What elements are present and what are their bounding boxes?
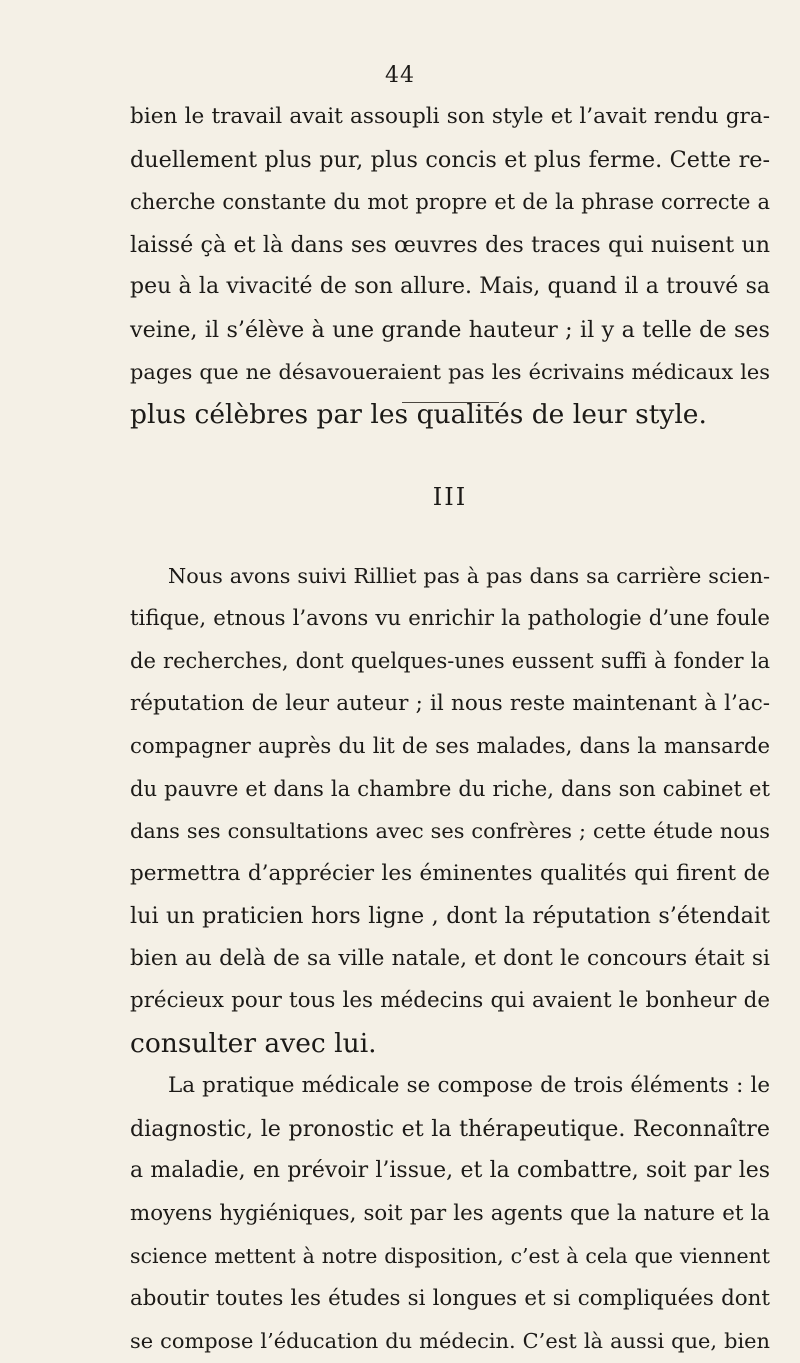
paragraph-3 bbox=[130, 1065, 770, 1363]
text-line: diagnostic, le pronostic et la thérapeutique. Reconnaître bbox=[130, 1115, 770, 1142]
section-divider bbox=[402, 402, 499, 403]
section-heading: III bbox=[432, 483, 468, 511]
text-line: permettra d’apprécier les éminentes qualités qui firent de bbox=[130, 860, 770, 886]
text-line: La pratique médicale se compose de trois éléments : le bbox=[168, 1073, 770, 1098]
text-line: a maladie, en prévoir l’issue, et la combattre, soit par les bbox=[130, 1158, 770, 1183]
text-line: veine, il s’élève à une grande hauteur ; il y a telle de ses bbox=[130, 316, 770, 343]
paragraph-1 bbox=[130, 96, 770, 436]
text-line: cherche constante du mot propre et de la phrase correcte a bbox=[130, 190, 770, 214]
text-line: pages que ne désavoueraient pas les écrivains médicaux les bbox=[130, 360, 770, 384]
text-line: consulter avec lui. bbox=[130, 1027, 377, 1059]
text-line: bien le travail avait assoupli son style et l’avait rendu gra- bbox=[130, 104, 770, 129]
text-line: laissé çà et là dans ses œuvres des traces qui nuisent un bbox=[130, 231, 770, 258]
text-line: du pauvre et dans la chambre du riche, dans son cabinet et bbox=[130, 775, 770, 801]
text-line: aboutir toutes les études si longues et si compliquées dont bbox=[130, 1285, 770, 1311]
text-line: moyens hygiéniques, soit par les agents que la nature et la bbox=[130, 1200, 770, 1226]
text-line: duellement plus pur, plus concis et plus ferme. Cette re- bbox=[130, 146, 770, 173]
text-line: bien au delà de sa ville natale, et dont le concours était si bbox=[130, 945, 770, 971]
page-number: 44 bbox=[385, 63, 415, 88]
paragraph-2 bbox=[130, 555, 770, 1065]
text-line: se compose l’éducation du médecin. C’est là aussi que, bien bbox=[130, 1329, 770, 1353]
text-line: de recherches, dont quelques-unes eussent suffi à fonder la bbox=[130, 648, 770, 673]
text-line: compagner auprès du lit de ses malades, dans la mansarde bbox=[130, 733, 770, 758]
text-line: peu à la vivacité de son allure. Mais, quand il a trouvé sa bbox=[130, 274, 770, 299]
text-line: plus célèbres par les qualités de leur style. bbox=[130, 398, 707, 430]
text-line: précieux pour tous les médecins qui avaient le bonheur de bbox=[130, 988, 770, 1013]
text-line: dans ses consultations avec ses confrères ; cette étude nous bbox=[130, 819, 770, 843]
text-line: Nous avons suivi Rilliet pas à pas dans sa carrière scien- bbox=[168, 564, 770, 588]
text-line: réputation de leur auteur ; il nous reste maintenant à l’ac- bbox=[130, 690, 770, 716]
text-line: lui un praticien hors ligne , dont la réputation s’étendait bbox=[130, 903, 770, 929]
text-line: science mettent à notre disposition, c’est à cela que viennent bbox=[130, 1244, 770, 1268]
text-line: tifique, etnous l’avons vu enrichir la pathologie d’une foule bbox=[130, 605, 770, 631]
body-text bbox=[130, 555, 770, 1363]
